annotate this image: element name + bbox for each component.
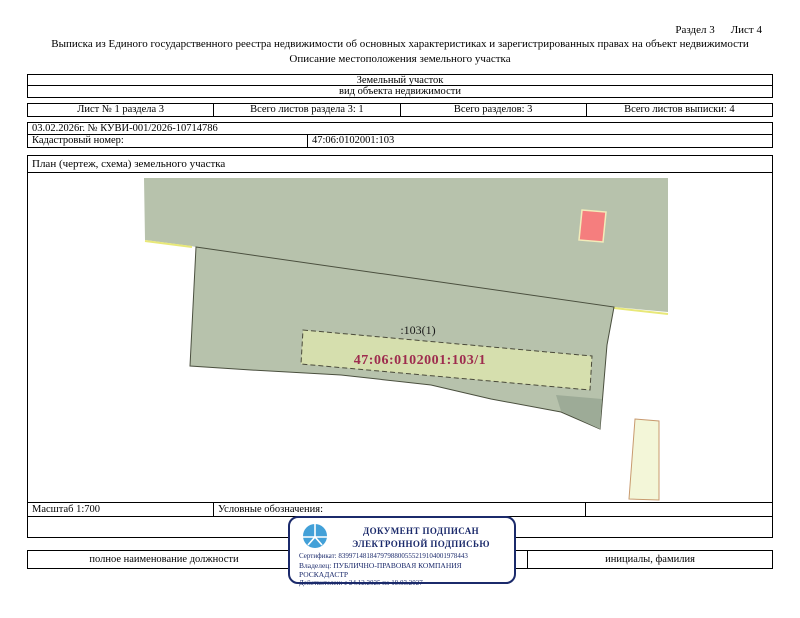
document-subtitle: Описание местоположения земельного участка <box>289 53 511 65</box>
building-polygon <box>579 210 606 242</box>
contour-number-label: :103(1) <box>400 323 436 337</box>
legend-label: Условные обозначения: <box>214 503 586 516</box>
sheet-label: Лист 4 <box>730 24 762 36</box>
cadastral-number-label: Кадастровый номер: <box>28 135 308 147</box>
roskadastr-logo-icon <box>302 523 328 549</box>
stamp-certificate: Сертификат: 8399714818479798800555219104001978443 <box>299 552 468 560</box>
doc-date-number: 03.02.2026г. № КУВИ-001/2026-10714786 <box>28 123 772 135</box>
plan-drawing <box>28 173 772 502</box>
scale-row <box>28 502 772 516</box>
adjacent-strip-polygon <box>629 419 659 500</box>
stamp-owner: Владелец: ПУБЛИЧНО-ПРАВОВАЯ КОМПАНИЯ <box>299 561 462 570</box>
part-number-label: 47:06:0102001:103/1 <box>353 353 487 368</box>
initials-name-cell: инициалы, фамилия <box>605 554 695 565</box>
cadastral-number-value: 47:06:0102001:103 <box>312 135 395 146</box>
object-type-value: Земельный участок <box>28 75 772 86</box>
section-label: Раздел 3 <box>675 24 715 36</box>
object-type-table <box>27 74 773 98</box>
legend-empty-cell <box>586 503 772 516</box>
sheets-cell-1: Лист № 1 раздела 3 <box>28 104 214 116</box>
stamp-title-line1: ДОКУМЕНТ ПОДПИСАН <box>363 526 479 536</box>
stamp-validity: Действителен: с 24.12.2025 по 19.03.2027 <box>299 579 423 587</box>
stamp-title-line2: ЭЛЕКТРОННОЙ ПОДПИСЬЮ <box>352 539 490 549</box>
sheets-cell-2: Всего листов раздела 3: 1 <box>214 104 400 116</box>
position-title-cell: полное наименование должности <box>28 551 301 568</box>
plan-section <box>27 155 773 517</box>
document-title: Выписка из Единого государственного реестра недвижимости об основных характеристиках и зарегистрированных правах на объект недвижимости <box>51 38 749 50</box>
plan-title: План (чертеж, схема) земельного участка <box>28 156 772 173</box>
scale-label: Масштаб 1:700 <box>28 503 214 516</box>
stamp-owner2: РОСКАДАСТР <box>299 570 349 579</box>
sheets-cell-3: Всего разделов: 3 <box>401 104 587 116</box>
sheets-summary-table <box>27 103 773 117</box>
object-type-caption: вид объекта недвижимости <box>339 86 461 97</box>
section-sheet-header <box>675 24 762 36</box>
sheets-cell-4: Всего листов выписки: 4 <box>624 104 735 115</box>
doc-info-table <box>27 122 773 148</box>
digital-signature-stamp <box>288 516 516 587</box>
